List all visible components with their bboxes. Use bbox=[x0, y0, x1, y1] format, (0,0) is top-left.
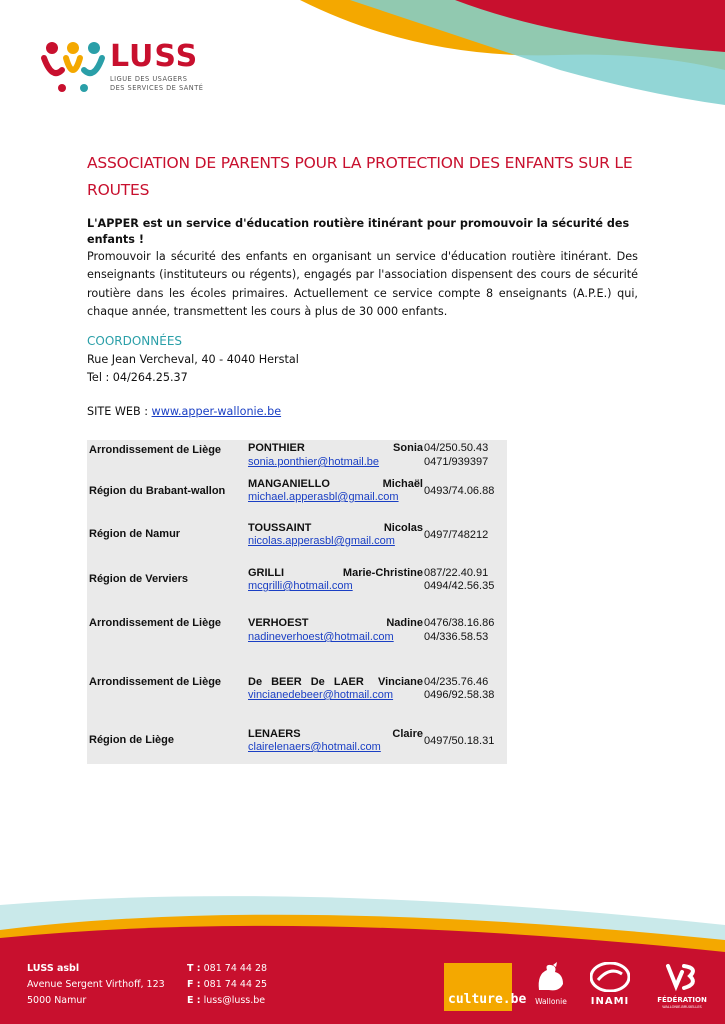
first-name: Sonia bbox=[393, 442, 423, 454]
first-name: Marie-Christine bbox=[342, 567, 423, 579]
last-name: LENAERS bbox=[248, 728, 301, 740]
logo-tagline-line1: LIGUE DES USAGERS bbox=[110, 75, 188, 83]
contacts-table bbox=[87, 440, 507, 764]
email-value[interactable]: luss@luss.be bbox=[203, 995, 266, 1006]
first-name: Vinciane bbox=[377, 676, 423, 688]
last-name: VERHOEST bbox=[248, 617, 309, 629]
region-cell: Arrondissement de Liège bbox=[89, 617, 222, 629]
footer-tel bbox=[187, 961, 267, 977]
first-name: Michaël bbox=[382, 478, 423, 490]
footer-contact bbox=[187, 961, 267, 1009]
phone-primary: 04/235.76.46 bbox=[424, 676, 489, 688]
logo-tagline bbox=[110, 75, 210, 92]
region-cell: Région de Liège bbox=[89, 734, 174, 746]
region-cell: Région du Brabant-wallon bbox=[89, 485, 226, 497]
federation-label: FÉDÉRATION bbox=[657, 996, 707, 1004]
region-cell: Région de Namur bbox=[89, 528, 181, 540]
phone-secondary: 04/336.58.53 bbox=[424, 631, 489, 643]
luss-logo-icon bbox=[40, 40, 106, 95]
last-name: TOUSSAINT bbox=[248, 522, 312, 534]
header-decoration bbox=[0, 0, 725, 110]
email-link[interactable]: sonia.ponthier@hotmail.be bbox=[248, 456, 380, 468]
tel-value: 081 74 44 28 bbox=[203, 963, 268, 974]
footer-email bbox=[187, 993, 267, 1009]
last-name: De BEER De LAER bbox=[248, 676, 364, 688]
tel-label: T : bbox=[187, 963, 201, 974]
website-line bbox=[87, 405, 281, 418]
culture-logo bbox=[444, 963, 527, 1011]
region-cell: Région de Verviers bbox=[89, 573, 189, 585]
phone-secondary: 0471/939397 bbox=[424, 456, 489, 468]
inami-logo-icon bbox=[590, 962, 630, 992]
website-label: SITE WEB : bbox=[87, 405, 152, 418]
name-cell bbox=[248, 478, 423, 490]
first-name: Claire bbox=[392, 728, 423, 740]
logo-tagline-line2: DES SERVICES DE SANTÉ bbox=[110, 83, 204, 92]
phone-primary: 04/250.50.43 bbox=[424, 442, 489, 454]
phone-primary: 0493/74.06.88 bbox=[424, 485, 495, 497]
footer-street: Avenue Sergent Virthoff, 123 bbox=[27, 979, 165, 990]
last-name: MANGANIELLO bbox=[248, 478, 330, 490]
email-link[interactable]: nicolas.apperasbl@gmail.com bbox=[248, 535, 395, 547]
footer-org: LUSS asbl bbox=[27, 963, 80, 974]
phone-primary: 0476/38.16.86 bbox=[424, 617, 495, 629]
email-label: E : bbox=[187, 995, 201, 1006]
footer-address bbox=[27, 961, 165, 1009]
phone-secondary: 0496/92.58.38 bbox=[424, 689, 495, 701]
last-name: PONTHIER bbox=[248, 442, 305, 454]
phone-secondary: 0494/42.56.35 bbox=[424, 580, 495, 592]
region-cell: Arrondissement de Liège bbox=[89, 676, 222, 688]
name-cell bbox=[248, 728, 423, 740]
last-name: GRILLI bbox=[248, 567, 285, 579]
name-cell bbox=[248, 676, 423, 688]
phone-primary: 0497/50.18.31 bbox=[424, 735, 495, 747]
name-cell bbox=[248, 442, 423, 454]
footer-fax bbox=[187, 977, 267, 993]
page-title-line2: ROUTES bbox=[87, 181, 150, 199]
website-link[interactable]: www.apper-wallonie.be bbox=[151, 405, 282, 418]
email-link[interactable]: nadineverhoest@hotmail.com bbox=[248, 631, 394, 643]
wallonie-rooster-icon bbox=[533, 962, 569, 994]
name-cell bbox=[248, 522, 423, 534]
intro-text: L'APPER est un service d'éducation routière itinérant pour promouvoir la sécurité des enfants ! bbox=[87, 217, 630, 246]
name-cell bbox=[248, 617, 423, 629]
email-link[interactable]: mcgrilli@hotmail.com bbox=[248, 580, 353, 592]
phone-primary: 087/22.40.91 bbox=[424, 567, 489, 579]
wallonie-label: Wallonie bbox=[535, 997, 567, 1006]
page-title-line1: ASSOCIATION DE PARENTS POUR LA PROTECTION DES ENFANTS SUR LE bbox=[87, 154, 633, 172]
fax-value: 081 74 44 25 bbox=[203, 979, 268, 990]
culture-logo-text: culture.be bbox=[448, 992, 527, 1007]
address-line: Rue Jean Vercheval, 40 - 4040 Herstal bbox=[87, 353, 299, 366]
first-name: Nicolas bbox=[383, 522, 423, 534]
coordinates-heading: COORDONNÉES bbox=[87, 334, 183, 348]
phone-primary: 0497/748212 bbox=[424, 529, 489, 541]
name-cell bbox=[248, 567, 423, 579]
footer-city: 5000 Namur bbox=[27, 995, 87, 1006]
phone-line: Tel : 04/264.25.37 bbox=[87, 371, 188, 384]
email-link[interactable]: michael.apperasbl@gmail.com bbox=[248, 491, 399, 503]
page-title bbox=[87, 150, 647, 204]
email-link[interactable]: vincianedebeer@hotmail.com bbox=[248, 689, 394, 701]
first-name: Nadine bbox=[386, 617, 423, 629]
inami-label: INAMI bbox=[590, 996, 630, 1007]
email-link[interactable]: clairelenaers@hotmail.com bbox=[248, 741, 381, 753]
logo-name: LUSS bbox=[110, 39, 199, 74]
region-cell: Arrondissement de Liège bbox=[89, 444, 222, 456]
federation-sublabel: WALLONIE-BRUXELLES bbox=[662, 1005, 702, 1009]
fax-label: F : bbox=[187, 979, 201, 990]
description-paragraph: Promouvoir la sécurité des enfants en organisant un service d'éducation routière itinérant. Des enseignants (instituteurs ou régents), engagés par l'association dispensent des cours de sécurité routière dans les écoles primaires. Actuellement ce service compte 8 enseignants (A.P.E.) qui, chaque année, transmettent les cours à plus de 30 000 enfants. bbox=[87, 250, 638, 319]
federation-logo-icon bbox=[664, 962, 700, 992]
